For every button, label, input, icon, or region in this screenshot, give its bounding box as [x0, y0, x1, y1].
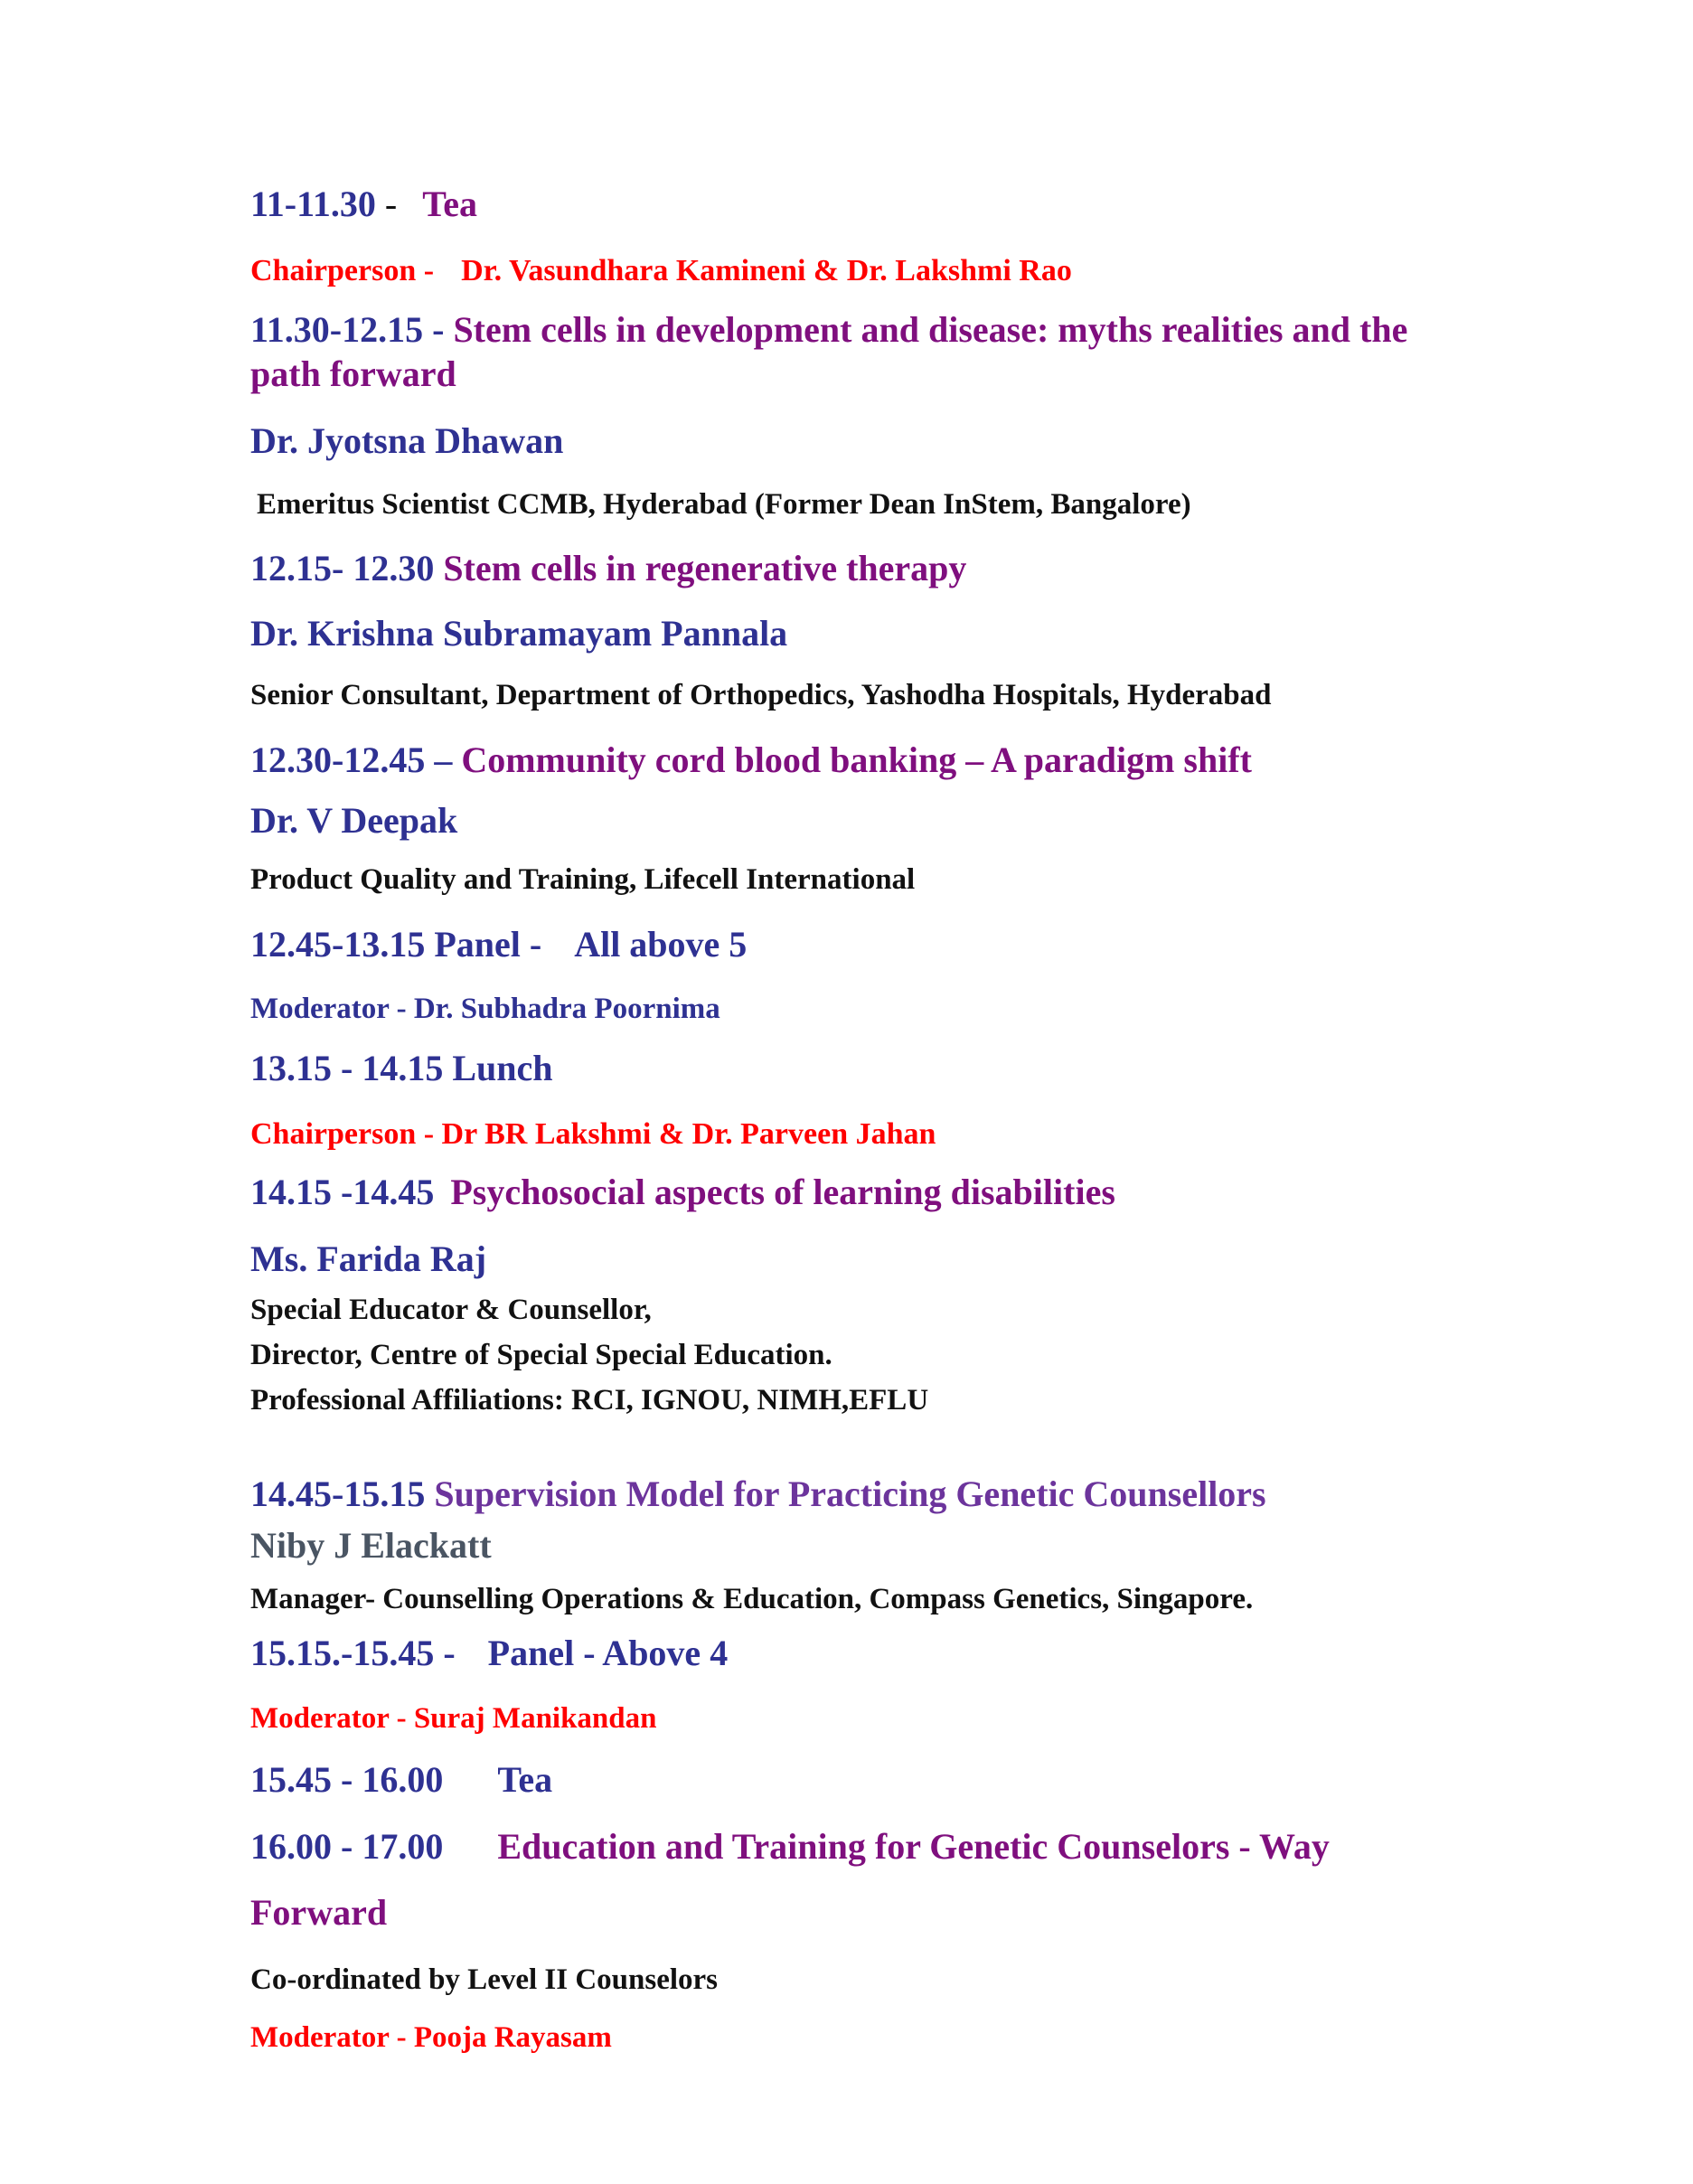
- talk-3-time: 12.30-12.45 –: [250, 739, 453, 780]
- talk-4-title: Psychosocial aspects of learning disabilities: [450, 1172, 1115, 1212]
- talk-1-title-line-2: path forward: [250, 353, 456, 394]
- chairperson-1-names: Dr. Vasundhara Kamineni & Dr. Lakshmi Rao: [461, 254, 1072, 287]
- talk-4-affiliation-line-2: Director, Centre of Special Special Education.: [250, 1339, 832, 1371]
- panel-1: [250, 924, 747, 965]
- closing-session-time: 16.00 - 17.00: [250, 1826, 444, 1867]
- tea-break-1-time: 11-11.30: [250, 184, 376, 224]
- closing-session-title-line-1: Education and Training for Genetic Counselors - Way: [497, 1826, 1330, 1867]
- talk-5-affiliation: Manager- Counselling Operations & Education, Compass Genetics, Singapore.: [250, 1583, 1254, 1615]
- talk-1-line-1: [250, 309, 1407, 351]
- panel-2-moderator: Moderator - Suraj Manikandan: [250, 1702, 657, 1735]
- talk-3-speaker: Dr. V Deepak: [250, 800, 458, 841]
- talk-5-speaker: Niby J Elackatt: [250, 1525, 492, 1566]
- talk-2: [250, 548, 966, 589]
- closing-session-coordinator: Co-ordinated by Level II Counselors: [250, 1963, 719, 1996]
- tea-break-2-time: 15.45 - 16.00: [250, 1759, 444, 1800]
- chairperson-1: [250, 253, 1072, 288]
- panel-2: [250, 1633, 728, 1674]
- talk-2-speaker: Dr. Krishna Subramayam Pannala: [250, 613, 788, 654]
- closing-session-moderator: Moderator - Pooja Rayasam: [250, 2021, 612, 2054]
- tea-break-2-title: Tea: [497, 1759, 553, 1800]
- panel-1-time: 12.45-13.15 Panel -: [250, 924, 542, 965]
- talk-4-affiliation-line-1: Special Educator & Counsellor,: [250, 1294, 652, 1326]
- panel-1-moderator: Moderator - Dr. Subhadra Poornima: [250, 993, 720, 1025]
- panel-1-title: All above 5: [574, 924, 748, 965]
- lunch-break: 13.15 - 14.15 Lunch: [250, 1048, 553, 1088]
- talk-5-title: Supervision Model for Practicing Genetic Counsellors: [434, 1473, 1266, 1514]
- talk-4-speaker: Ms. Farida Raj: [250, 1238, 487, 1279]
- talk-5: [250, 1473, 1266, 1515]
- panel-2-time: 15.15.-15.45 -: [250, 1633, 456, 1673]
- talk-4: [250, 1172, 1115, 1213]
- tea-break-2: [250, 1759, 552, 1801]
- talk-1-time: 11.30-12.15 -: [250, 309, 445, 350]
- talk-1-speaker: Dr. Jyotsna Dhawan: [250, 420, 564, 461]
- talk-3: [250, 739, 1252, 781]
- talk-4-affiliation-line-3: Professional Affiliations: RCI, IGNOU, NIMH,EFLU: [250, 1384, 929, 1417]
- tea-break-1-title: Tea: [422, 184, 477, 224]
- tea-break-1: [250, 184, 477, 225]
- chairperson-1-label: Chairperson -: [250, 254, 435, 287]
- talk-3-affiliation: Product Quality and Training, Lifecell International: [250, 863, 916, 896]
- talk-5-time: 14.45-15.15: [250, 1473, 426, 1514]
- closing-session-title-line-2: Forward: [250, 1892, 388, 1933]
- talk-2-time: 12.15- 12.30: [250, 548, 435, 588]
- chairperson-2: Chairperson - Dr BR Lakshmi & Dr. Parveen Jahan: [250, 1117, 936, 1151]
- talk-1-affiliation: Emeritus Scientist CCMB, Hyderabad (Former Dean InStem, Bangalore): [257, 488, 1191, 521]
- talk-4-time: 14.15 -14.45: [250, 1172, 435, 1212]
- talk-1-title-line-1: Stem cells in development and disease: myths realities and the: [453, 309, 1408, 350]
- tea-break-1-separator: -: [375, 184, 407, 224]
- talk-2-title: Stem cells in regenerative therapy: [443, 548, 967, 588]
- panel-2-title: Panel - Above 4: [487, 1633, 729, 1673]
- closing-session-line-1: [250, 1826, 1330, 1868]
- talk-3-title: Community cord blood banking – A paradigm shift: [461, 739, 1252, 780]
- talk-2-affiliation: Senior Consultant, Department of Orthopedics, Yashodha Hospitals, Hyderabad: [250, 679, 1272, 711]
